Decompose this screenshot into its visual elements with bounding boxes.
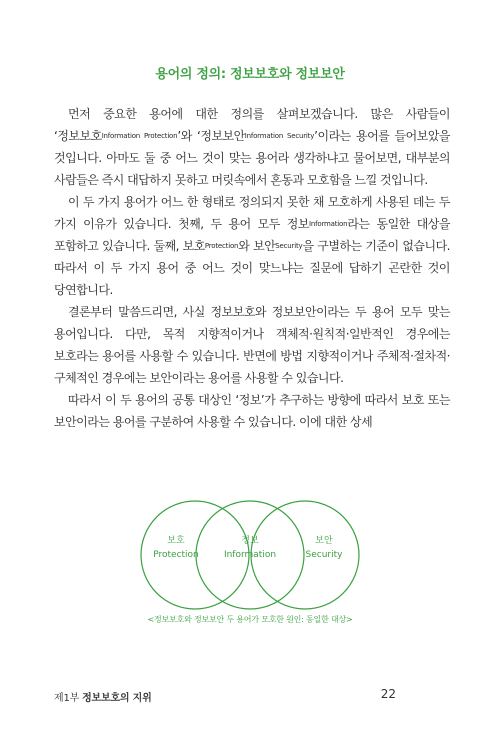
english-term: Information Security bbox=[244, 132, 315, 140]
venn-label-ko: 정보 bbox=[241, 536, 259, 546]
paragraph-text: 이 두 가지 용어가 어느 한 형태로 정의되지 못한 채 모호하게 사용된 데는 두 가지 이유가 있습니다. 첫째, 두 용어 모두 정보 bbox=[54, 195, 450, 231]
venn-label-protection bbox=[144, 534, 208, 562]
body-text bbox=[54, 103, 450, 433]
venn-label-ko: 보안 bbox=[315, 536, 333, 546]
english-term: Protection bbox=[204, 242, 239, 250]
paragraph-text: 먼저 중요한 용어에 대한 정의를 살펴보겠습니다. 많은 사람들이 ‘정보보호 bbox=[54, 107, 450, 143]
paragraph-text: ’이라는 용어를 들어보았을 것입니다. 아마도 둘 중 어느 것이 맞는 용어라 생각하냐고 물어보면, 대부분의 사람들은 즉시 대답하지 못하고 머릿속에서 혼동과 모호함을 느낄 것입니다. bbox=[54, 129, 450, 187]
venn-label-ko: 보호 bbox=[167, 536, 185, 546]
running-footer bbox=[54, 689, 152, 704]
venn-label-en: Information bbox=[223, 550, 277, 560]
venn-label-en: Security bbox=[305, 550, 343, 560]
paragraph-text: ’와 ‘정보보안 bbox=[177, 129, 245, 143]
section-title: 용어의 정의: 정보보호와 정보보안 bbox=[155, 67, 345, 82]
paragraph-text: 와 보안 bbox=[238, 239, 276, 253]
venn-label-en: Protection bbox=[153, 550, 199, 560]
paragraph: 따라서 이 두 용어의 공통 대상인 ‘정보’가 추구하는 방향에 따라서 보호 또는 보안이라는 용어를 구분하여 사용할 수 있습니다. 이에 대한 상세 bbox=[54, 393, 450, 429]
paragraph-text: 라는 동일한 대상을 포함하고 있습니다. 둘째, 보호 bbox=[54, 217, 450, 253]
paragraph bbox=[54, 103, 450, 191]
venn-label-security bbox=[292, 534, 356, 562]
paragraph: 결론부터 말씀드리면, 사실 정보보호와 정보보안이라는 두 용어 모두 맞는 용어입니다. 다만, 목적 지향적이거나 객체적·원칙적·일반적인 경우에는 보호라는 용어를 사용할 수 있습니다. 반면에 방법 지향적이거나 주체적·절차적·구체적인 경우에는 보안이라는 용어를 사용할 수 있습니다. bbox=[54, 305, 450, 385]
english-term: Security bbox=[275, 242, 303, 250]
english-term: Information bbox=[309, 220, 348, 228]
page-number: 22 bbox=[380, 687, 396, 701]
venn-label-information bbox=[218, 534, 282, 562]
figure-caption: <정보보호와 정보보안 두 용어가 모호한 원인: 동일한 대상> bbox=[147, 615, 353, 624]
english-term: Information Protection bbox=[101, 132, 178, 140]
paragraph-text: 을 구별하는 기준이 없습니다. 따라서 이 두 가지 용어 중 어느 것이 맞느냐는 질문에 답하기 곤란한 것이 당연합니다. bbox=[54, 239, 451, 297]
venn-diagram bbox=[140, 500, 360, 610]
footer-chapter: 정보보호의 지위 bbox=[82, 693, 152, 704]
footer-part: 제1부 bbox=[54, 693, 80, 704]
paragraph bbox=[54, 191, 450, 301]
